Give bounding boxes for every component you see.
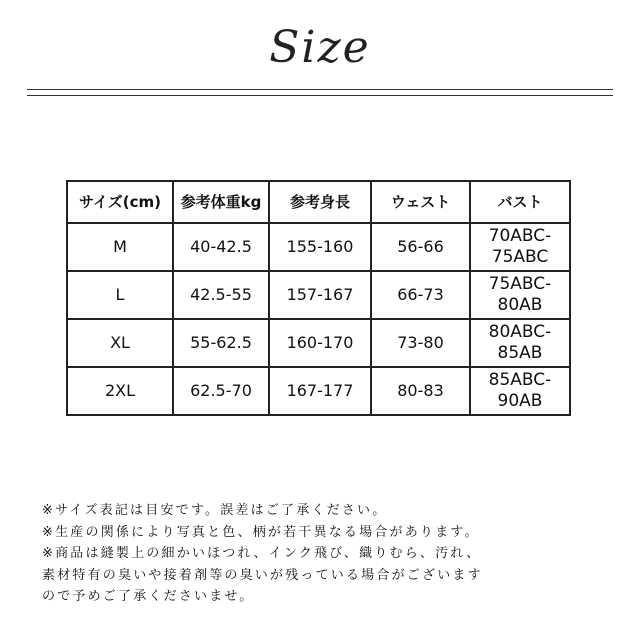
table-row	[67, 223, 570, 271]
bust-line-1: 85ABC-	[488, 369, 552, 390]
bust-line-1: 70ABC-	[488, 225, 552, 246]
bust-line-1: 80ABC-	[488, 321, 552, 342]
cell-waist: 80-83	[371, 367, 470, 415]
cell-size: L	[67, 271, 173, 319]
cell-height: 155-160	[269, 223, 371, 271]
bust-line-1: 75ABC-	[488, 273, 552, 294]
cell-size: M	[67, 223, 173, 271]
cell-size: 2XL	[67, 367, 173, 415]
cell-weight: 55-62.5	[173, 319, 269, 367]
table-row	[67, 271, 570, 319]
cell-bust	[470, 319, 570, 367]
cell-waist: 66-73	[371, 271, 470, 319]
header-waist: ウェスト	[371, 181, 470, 223]
notes-block	[42, 500, 622, 608]
table-row	[67, 319, 570, 367]
cell-height: 157-167	[269, 271, 371, 319]
cell-bust	[470, 367, 570, 415]
note-line: ※商品は縫製上の細かいほつれ、インク飛び、織りむら、汚れ、	[42, 546, 482, 561]
bust-line-2: 90AB	[497, 391, 543, 411]
bust-line-2: 80AB	[497, 295, 543, 315]
divider-line	[27, 89, 613, 90]
cell-weight: 62.5-70	[173, 367, 269, 415]
cell-waist: 56-66	[371, 223, 470, 271]
table-row	[67, 367, 570, 415]
cell-weight: 40-42.5	[173, 223, 269, 271]
note-line: 素材特有の臭いや接着剤等の臭いが残っている場合がございます	[42, 567, 483, 583]
note-line: ※サイズ表記は目安です。誤差はご了承ください。	[42, 503, 388, 518]
header-weight: 参考体重kg	[173, 181, 269, 223]
cell-bust	[470, 271, 570, 319]
header-height: 参考身長	[269, 181, 371, 223]
note-line: ので予めご了承くださいませ。	[42, 589, 255, 604]
cell-weight: 42.5-55	[173, 271, 269, 319]
header-bust: バスト	[470, 181, 570, 223]
cell-height: 167-177	[269, 367, 371, 415]
note-line: ※生産の関係により写真と色、柄が若干異なる場合があります。	[42, 524, 480, 540]
header-size: サイズ(cm)	[67, 181, 173, 223]
cell-height: 160-170	[269, 319, 371, 367]
cell-waist: 73-80	[371, 319, 470, 367]
bust-line-2: 85AB	[497, 343, 543, 363]
divider-line	[27, 95, 613, 96]
page-title: Size	[269, 22, 371, 73]
cell-size: XL	[67, 319, 173, 367]
table-header-row	[67, 181, 570, 223]
size-table	[66, 180, 571, 416]
bust-line-2: 75ABC	[491, 247, 549, 267]
cell-bust	[470, 223, 570, 271]
